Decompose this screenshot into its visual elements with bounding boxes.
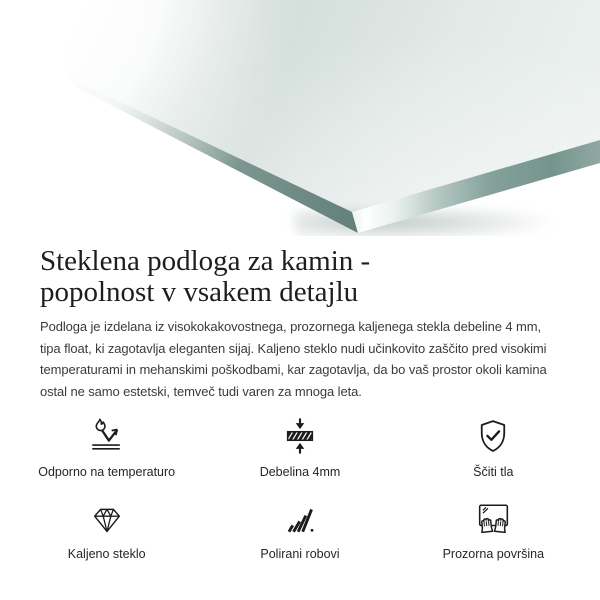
page-title-line1: Steklena podloga za kamin -	[40, 245, 371, 277]
page-title-line2: popolnost v vsakem detajlu	[40, 276, 359, 308]
diamond-icon	[89, 497, 125, 537]
feature-tempered-glass	[10, 497, 203, 561]
feature-label: Odporno na temperaturo	[38, 465, 176, 479]
feature-transparent-surface	[397, 497, 590, 561]
feature-polished-edges	[203, 497, 396, 561]
feature-label: Polirani robovi	[260, 547, 340, 561]
feature-thickness	[203, 415, 396, 479]
feature-temperature	[10, 415, 203, 479]
feature-label: Kaljeno steklo	[67, 547, 146, 561]
thickness-icon	[281, 415, 319, 455]
shield-check-icon	[475, 415, 511, 455]
page-title	[40, 246, 560, 308]
hands-holding-glass-icon	[473, 497, 514, 537]
polished-edges-icon	[282, 497, 318, 537]
feature-grid	[10, 415, 590, 561]
content-section	[0, 246, 600, 402]
feature-label: Debelina 4mm	[259, 465, 341, 479]
product-description: Podloga je izdelana iz visokokakovostnega, prozornega kaljenega stekla debeline 4 mm, tipa float, ki zagotavlja eleganten sijaj. Kaljeno steklo nudi učinkovito zaščito pred visokimi temperaturami in mehanskimi poškodbami, kar zagotavlja, da bo vaš prostor okoli kamina ostal ne samo estetski, temveč tudi varen za mnoga leta.	[40, 319, 547, 399]
temperature-resistant-icon	[88, 415, 126, 455]
product-photo-glass-sheet	[0, 0, 600, 236]
feature-label: Prozorna površina	[442, 547, 545, 561]
feature-label: Ščiti tla	[473, 465, 514, 479]
feature-protects-floor	[397, 415, 590, 479]
